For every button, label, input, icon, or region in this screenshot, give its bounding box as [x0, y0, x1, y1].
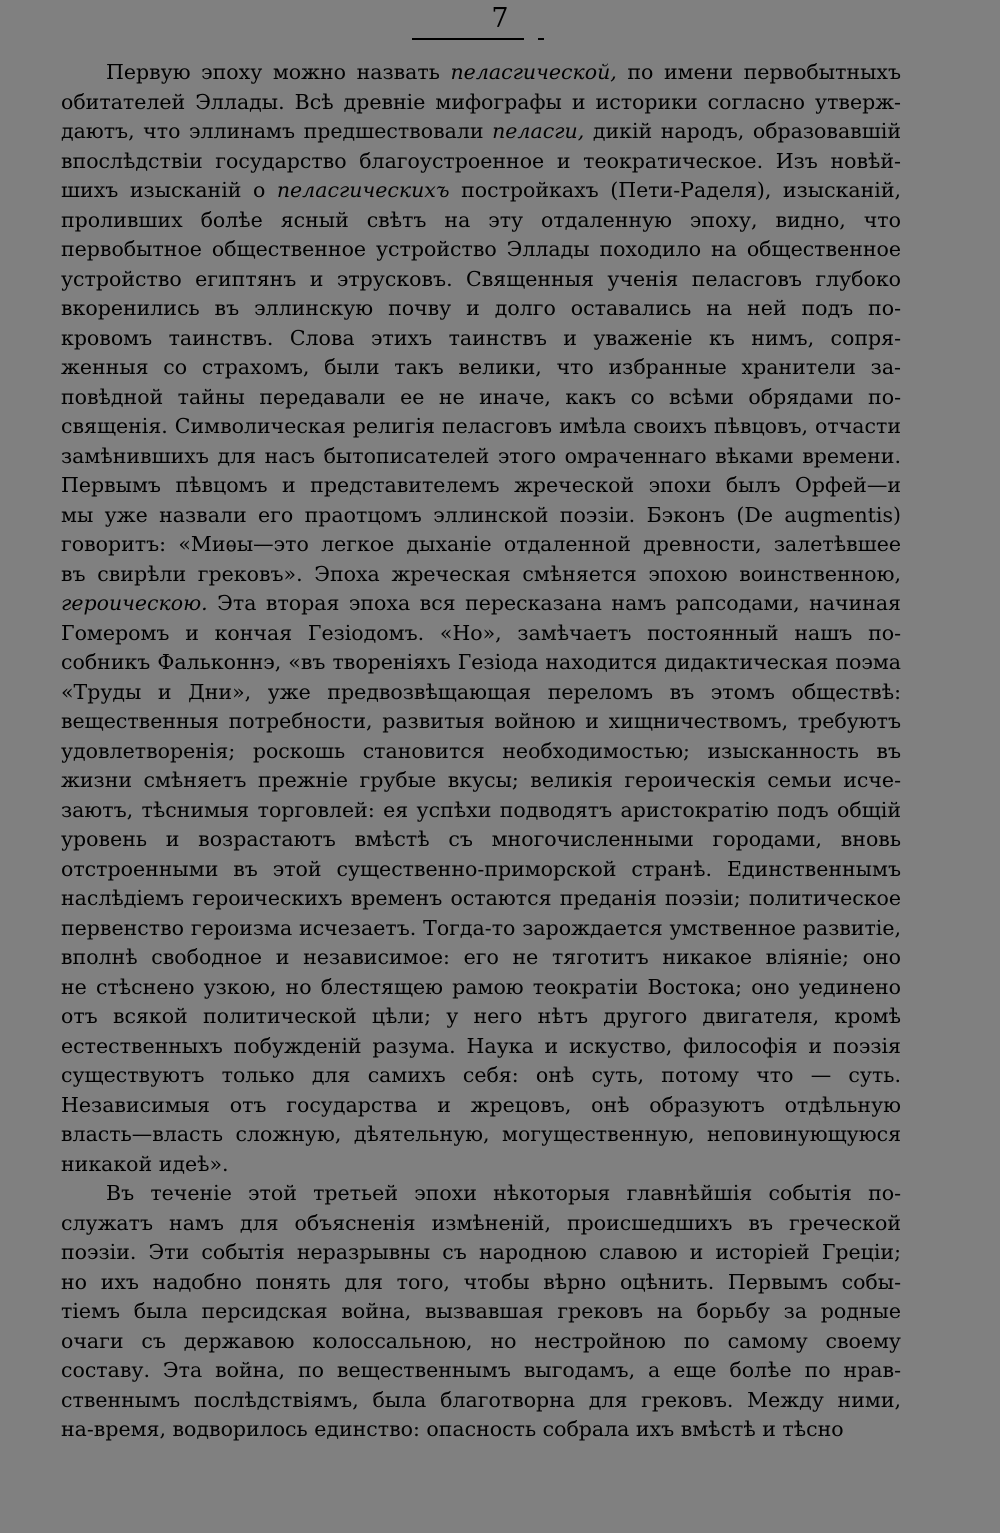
text-run: уровень и возрастаютъ вмѣстѣ съ многочисленными городами, вновь [61, 827, 901, 851]
text-line [61, 855, 901, 885]
text-line [61, 1356, 901, 1386]
text-line [61, 353, 901, 383]
text-run: на-время, водворилось единство: опасность собрала ихъ вмѣстѣ и тѣсно [61, 1417, 844, 1441]
text-line [61, 707, 901, 737]
text-line [61, 383, 901, 413]
text-line [61, 1209, 901, 1239]
text-line [61, 1032, 901, 1062]
text-line [61, 560, 901, 590]
text-line [61, 265, 901, 295]
italic-text: пеласги, [492, 119, 585, 143]
text-run: дикій народъ, образовавшій [584, 119, 901, 143]
text-line [61, 973, 901, 1003]
text-run: вкоренились въ эллинскую почву и долго оставались на ней подъ по- [61, 296, 901, 320]
text-line [61, 294, 901, 324]
text-line [61, 1415, 901, 1445]
text-run: отстроенными въ этой существенно-приморской странѣ. Единственнымъ [61, 856, 901, 881]
text-run: заютъ, тѣснимыя торговлей: ея успѣхи подводятъ аристократію подъ общій [61, 797, 901, 822]
text-run: Первую эпоху можно назвать [106, 60, 451, 84]
text-run: власть—власть сложную, дѣятельную, могущественную, неповинующуюся [61, 1122, 901, 1146]
text-run: кровомъ таинствъ. Слова этихъ таинствъ и уваженіе къ нимъ, сопря- [61, 325, 901, 350]
text-run: обитателей Эллады. Всѣ древніе мифографы и историки согласно утверж- [61, 89, 901, 114]
page-number: 7 [491, 3, 509, 34]
text-run: удовлетворенія; роскошь становится необходимостью; изысканность въ [61, 738, 901, 763]
text-line [61, 324, 901, 354]
text-run: существуютъ только для самихъ себя: онѣ суть, потому что — суть. [61, 1063, 901, 1087]
text-line [61, 1327, 901, 1357]
text-line [61, 1238, 901, 1268]
text-run: ственнымъ послѣдствіямъ, была благотворна для грековъ. Между ними, [61, 1387, 901, 1412]
text-run: замѣнившихъ для насъ бытописателей этого омраченнаго вѣками времени. [61, 443, 901, 468]
text-line [61, 589, 901, 619]
text-line [61, 501, 901, 531]
text-run: отъ всякой политической цѣли; у него нѣтъ другого двигателя, кромѣ [61, 1004, 901, 1028]
text-line [61, 914, 901, 944]
text-run: Въ теченіе этой третьей эпохи нѣкоторыя главнѣйшія событія по- [106, 1181, 901, 1205]
italic-text: пеласгическихъ [276, 178, 450, 202]
header-rule-dot [538, 38, 544, 40]
text-run: по имени первобытныхъ [616, 60, 901, 84]
text-run: никакой идеѣ». [61, 1151, 229, 1176]
text-line [61, 117, 901, 147]
text-run: постройкахъ (Пети-Раделя), изысканій, [449, 178, 901, 202]
text-line [61, 619, 901, 649]
text-line [61, 678, 901, 708]
text-line [61, 1002, 901, 1032]
text-line [61, 648, 901, 678]
text-line [61, 884, 901, 914]
text-run: священія. Символическая религія пеласговъ имѣла своихъ пѣвцовъ, отчасти [61, 414, 901, 438]
text-run: мы уже назвали его праотцомъ эллинской поэзіи. Бэконъ (De augmentis) [61, 502, 901, 527]
text-run: не стѣснено узкою, но блестящею рамою теократіи Востока; оно уединено [61, 974, 901, 999]
text-line [61, 1120, 901, 1150]
text-line [61, 442, 901, 472]
text-line [61, 206, 901, 236]
text-run: жизни смѣняетъ прежніе грубые вкусы; великія героическія семьи исче- [61, 768, 901, 792]
text-run: первобытное общественное устройство Эллады походило на общественное [61, 237, 901, 261]
text-run: говоритъ: «Миѳы—это легкое дыханіе отдаленной древности, залетѣвшее [61, 532, 901, 556]
text-line [61, 147, 901, 177]
text-run: первенство героизма исчезаетъ. Тогда-то зарождается умственное развитіе, [61, 915, 901, 940]
text-run: шихъ изысканій о [61, 178, 277, 202]
text-run: собникъ Фальконнэ, «въ твореніяхъ Гезіода находится дидактическая поэма [61, 650, 901, 674]
text-run: «Труды и Дни», уже предвозвѣщающая переломъ въ этомъ обществѣ: [61, 679, 901, 704]
text-line [61, 412, 901, 442]
text-line [61, 58, 901, 88]
text-run: Первымъ пѣвцомъ и представителемъ жреческой эпохи былъ Орфей—и [61, 473, 901, 497]
text-line [61, 1179, 901, 1209]
text-line [61, 766, 901, 796]
text-line [61, 176, 901, 206]
text-line [61, 737, 901, 767]
italic-text: героическою. [61, 591, 208, 615]
text-run: очаги съ державою колоссальною, но нестройною по самому своему [61, 1328, 901, 1353]
text-run: Эта вторая эпоха вся пересказана намъ рапсодами, начиная [207, 591, 901, 615]
text-line [61, 530, 901, 560]
text-line [61, 1268, 901, 1298]
text-run: повѣдной тайны передавали ее не иначе, какъ со всѣми обрядами по- [61, 384, 901, 409]
text-line [61, 88, 901, 118]
italic-text: пеласгической, [450, 60, 617, 84]
text-run: составу. Эта война, по вещественнымъ выгодамъ, а еще болѣе по нрав- [61, 1358, 901, 1382]
text-run: поэзіи. Эти событія неразрывны съ народною славою и исторіей Греціи; [61, 1240, 901, 1264]
text-line [61, 1150, 901, 1180]
text-run: тіемъ была персидская война, вызвавшая грековъ на борьбу за родные [61, 1299, 901, 1323]
text-line [61, 1091, 901, 1121]
text-run: вполнѣ свободное и независимое: его не тяготитъ никакое вліяніе; оно [61, 945, 901, 969]
text-run: служатъ намъ для объясненія измѣненій, происшедшихъ въ греческой [61, 1210, 901, 1235]
text-line [61, 1297, 901, 1327]
text-line [61, 1061, 901, 1091]
text-run: наслѣдіемъ героическихъ временъ остаются преданія поэзіи; политическое [61, 886, 901, 910]
text-line [61, 796, 901, 826]
text-run: въ свирѣли грековъ». Эпоха жреческая смѣняется эпохою воинственною, [61, 561, 901, 586]
body-text [61, 58, 901, 1445]
text-line [61, 235, 901, 265]
text-line [61, 1386, 901, 1416]
header-rule [412, 38, 524, 40]
text-line [61, 471, 901, 501]
text-run: естественныхъ побужденій разума. Наука и искуство, философія и поэзія [61, 1033, 901, 1058]
text-run: женныя со страхомъ, были такъ велики, что избранные хранители за- [61, 355, 901, 379]
text-run: впослѣдствіи государство благоустроенное и теократическое. Изъ новѣй- [61, 148, 901, 173]
text-run: вещественныя потребности, развитыя войною и хищничествомъ, требуютъ [61, 709, 901, 733]
text-run: устройство египтянъ и этрусковъ. Священныя ученія пеласговъ глубоко [61, 266, 901, 291]
text-run: Гомеромъ и кончая Гезіодомъ. «Но», замѣчаетъ постоянный нашъ по- [61, 620, 901, 645]
text-run: но ихъ надобно понять для того, чтобы вѣрно оцѣнить. Первымъ собы- [61, 1269, 901, 1294]
text-run: Независимыя отъ государства и жрецовъ, онѣ образуютъ отдѣльную [61, 1092, 901, 1117]
text-line [61, 825, 901, 855]
text-run: проливших болѣе ясный свѣтъ на эту отдаленную эпоху, видно, что [61, 207, 901, 232]
text-line [61, 943, 901, 973]
text-run: даютъ, что эллинамъ предшествовали [61, 119, 493, 143]
